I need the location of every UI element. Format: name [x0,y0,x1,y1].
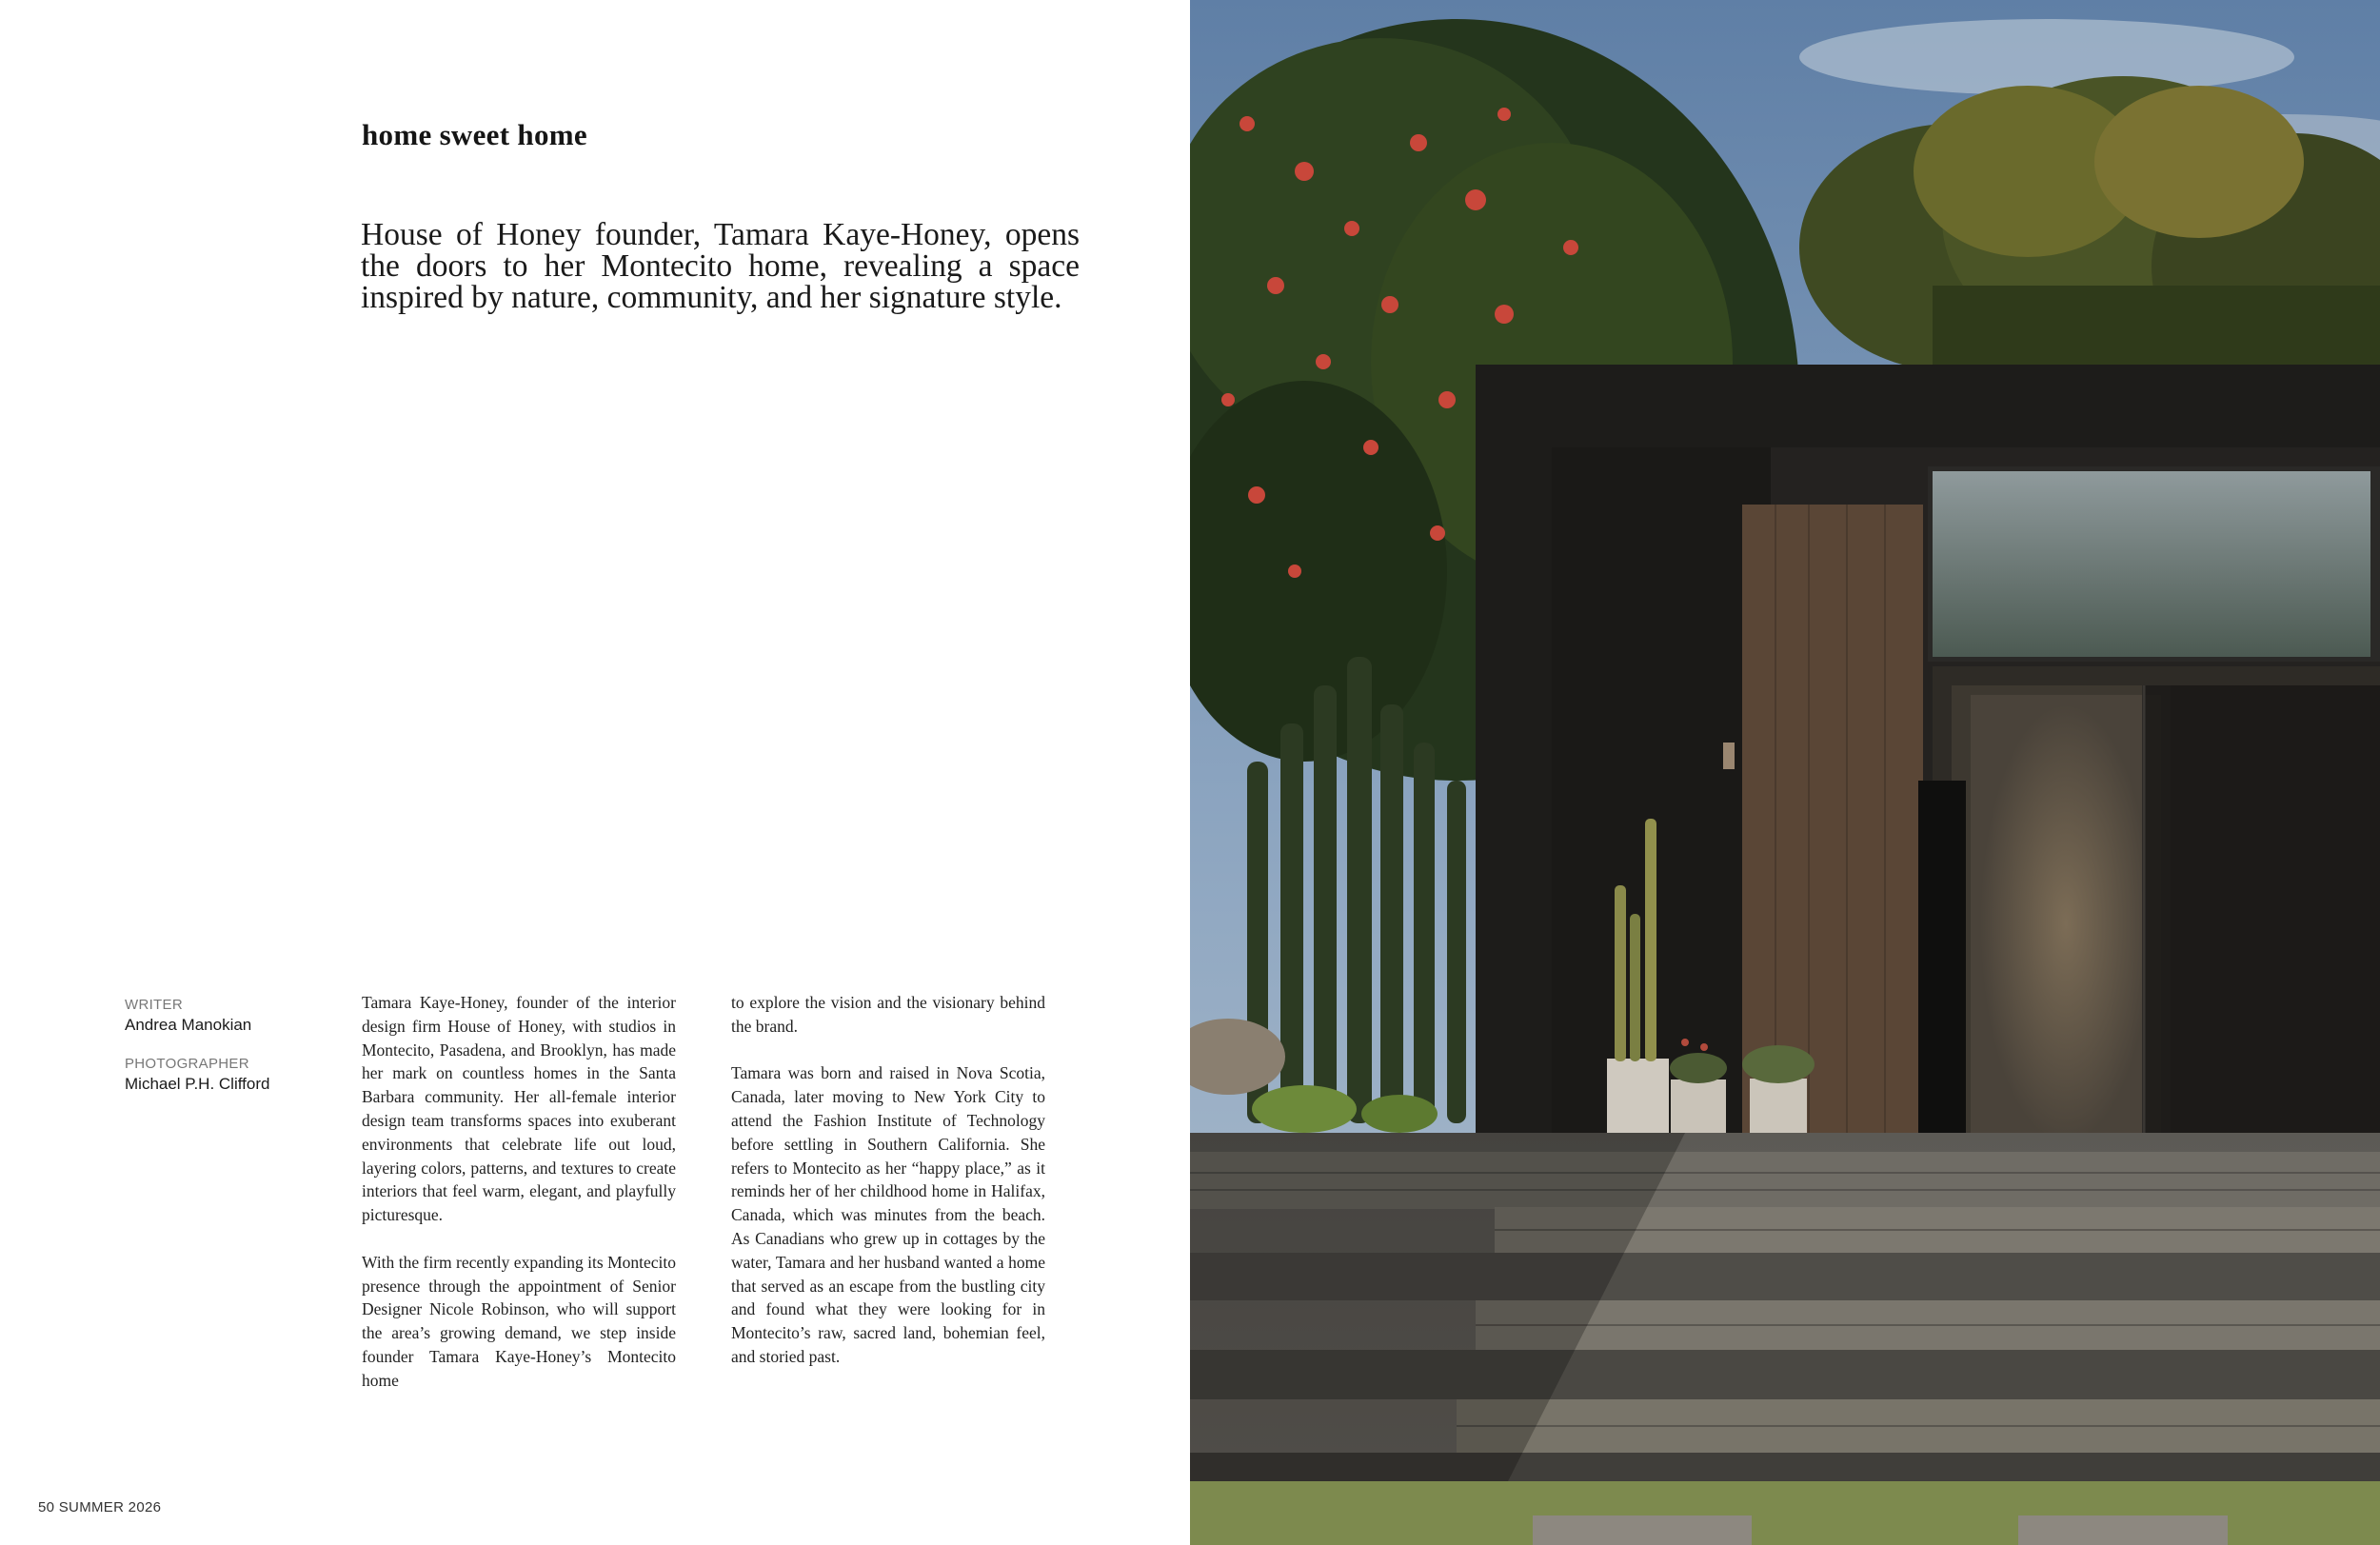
credit-name-writer: Andrea Manokian [125,1016,252,1034]
body-paragraph: Tamara Kaye-Honey, founder of the interior design firm House of Honey, with studios in Montecito, Pasadena, and Brooklyn, has made her mark on countless homes in the Santa Barbara community. Her all-female interior design team transforms spaces into exuberant environments that celebrate life out loud, layering colors, patterns, and textures to create interiors that feel warm, elegant, and playfully picturesque. [362,993,676,1225]
credits [125,996,269,1114]
body-column-1 [362,991,676,1416]
body-column-2 [731,991,1045,1393]
page-folio: 50 SUMMER 2026 [38,1499,162,1515]
lawn [1190,1481,2380,1545]
body-paragraph: With the firm recently expanding its Montecito presence through the appointment of Senior Designer Nicole Robinson, who will support the area’s growing demand, we step inside founder Tamara Kaye-Honey’s Montecito home [362,1252,676,1390]
body-paragraph: Tamara was born and raised in Nova Scotia, Canada, later moving to New York City to attend the Fashion Institute of Technology before settling in Southern California. She refers to Montecito as her “happy place,” as it reminds her of her childhood home in Halifax, Canada, which was minutes from the beach. As Canadians who grew up in cottages by the water, Tamara and her husband wanted a home that served as an escape from the bustling city and found what they were looking for in Montecito’s raw, sacred land, bohemian feel, and storied past. [731,1063,1045,1366]
credit-role-writer: WRITER [125,997,183,1013]
credit-role-photographer: PHOTOGRAPHER [125,1056,249,1072]
section-title: home sweet home [362,118,587,151]
house [1476,365,2380,1155]
house-exterior-photo [1190,0,2380,1545]
body-paragraph: to explore the vision and the visionary behind the brand. [731,993,1045,1036]
credit-name-photographer: Michael P.H. Clifford [125,1075,270,1093]
article-deck: House of Honey founder, Tamara Kaye-Honey, opens the doors to her Montecito home, revealing a space inspired by nature, community, and her signature style. [361,217,1080,315]
